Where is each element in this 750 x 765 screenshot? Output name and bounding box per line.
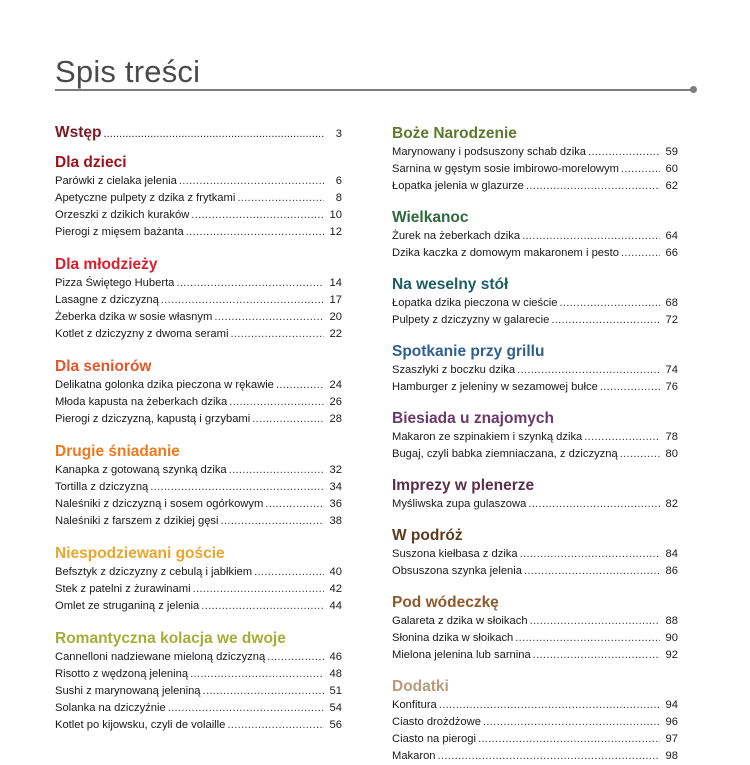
leader-dots [620,446,660,463]
entry-label: Makaron [392,750,436,762]
entry-page-number: 44 [329,600,342,612]
leader-dots [203,683,324,700]
entry-label: Sushi z marynowaną jeleniną [55,685,201,697]
entry-page-number: 34 [329,481,342,493]
entry-label: Omlet ze struganiną z jelenia [55,600,200,612]
toc-section [392,677,678,765]
intro-label: Wstęp [55,124,102,141]
leader-dots [104,128,325,140]
leader-dots [221,513,324,530]
leader-dots [229,462,324,479]
entry-page-number: 36 [329,498,342,510]
toc-entry[interactable] [392,362,678,379]
entry-page-number: 26 [329,396,342,408]
toc-entry[interactable] [55,173,342,190]
toc-entry[interactable] [392,429,678,446]
leader-dots [252,411,324,428]
leader-dots [179,173,324,190]
divider-end-dot [690,86,697,93]
entry-page-number: 90 [665,632,678,644]
leader-dots [439,697,660,714]
toc-entry[interactable] [55,479,342,496]
toc-right-sections [392,124,678,765]
section-heading: W podróż [392,527,463,544]
toc-entry[interactable] [392,379,678,396]
entry-label: Kanapka z gotowaną szynką dzika [55,464,227,476]
entry-page-number: 78 [665,431,678,443]
leader-dots [229,394,324,411]
toc-entry[interactable] [392,647,678,664]
entry-label: Młoda kapusta na żeberkach dzika [55,396,228,408]
leader-dots [161,292,324,309]
entry-label: Stek z patelni z żurawinami [55,583,191,595]
entry-page-number: 54 [329,702,342,714]
entry-page-number: 51 [329,685,342,697]
toc-entry[interactable] [392,312,678,329]
leader-dots [584,429,660,446]
toc-entry[interactable] [392,546,678,563]
toc-left-sections [55,153,342,734]
entry-label: Pulpety z dziczyzny w galarecie [392,314,550,326]
entry-page-number: 62 [665,180,678,192]
toc-section [55,442,342,530]
entry-label: Delikatna golonka dzika pieczona w rękawie [55,379,274,391]
toc-entry[interactable] [55,207,342,224]
leader-dots [214,309,324,326]
entry-page-number: 20 [329,311,342,323]
entry-page-number: 48 [329,668,342,680]
entry-label: Ciasto na pierogi [392,733,476,745]
entry-label: Suszona kiełbasa z dzika [392,548,518,560]
toc-left-column [55,124,342,734]
toc-entry[interactable] [55,224,342,241]
toc-section [55,153,342,241]
toc-entry[interactable] [55,598,342,615]
toc-entry[interactable] [392,697,678,714]
toc-section [55,357,342,428]
page-title: Spis treści [55,54,201,89]
leader-dots [438,748,660,765]
leader-dots [230,326,324,343]
leader-dots [526,178,660,195]
leader-dots [191,207,324,224]
entry-label: Cannelloni nadziewane mieloną dziczyzną [55,651,266,663]
entry-page-number: 40 [329,566,342,578]
entry-label: Ciasto drożdżowe [392,716,481,728]
leader-dots [530,613,660,630]
entry-page-number: 88 [665,615,678,627]
section-heading: Wielkanoc [392,209,469,226]
entry-label: Pizza Świętego Huberta [55,277,175,289]
entry-label: Befsztyk z dziczyzny z cebulą i jabłkiem [55,566,253,578]
leader-dots [600,379,660,396]
leader-dots [150,479,324,496]
leader-dots [483,714,660,731]
leader-dots [193,581,324,598]
leader-dots [528,496,660,513]
entry-page-number: 66 [665,247,678,259]
leader-dots [517,362,660,379]
leader-dots [588,144,660,161]
toc-entry[interactable] [392,563,678,580]
entry-label: Szaszłyki z boczku dzika [392,364,516,376]
entry-page-number: 94 [665,699,678,711]
entry-page-number: 64 [665,230,678,242]
toc-entry[interactable] [55,496,342,513]
leader-dots [254,564,324,581]
toc-entry[interactable] [392,748,678,765]
toc-entry[interactable] [392,446,678,463]
toc-entry[interactable] [55,564,342,581]
entry-page-number: 59 [665,146,678,158]
entry-label: Parówki z cielaka jelenia [55,175,177,187]
toc-entry[interactable] [55,700,342,717]
toc-entry[interactable] [55,377,342,394]
toc-entry[interactable] [392,178,678,195]
leader-dots [190,666,324,683]
entry-page-number: 80 [665,448,678,460]
entry-page-number: 12 [329,226,342,238]
leader-dots [621,245,660,262]
leader-dots [201,598,324,615]
section-heading: Dodatki [392,678,449,695]
toc-entry[interactable] [392,295,678,312]
entry-page-number: 97 [665,733,678,745]
entry-label: Żurek na żeberkach dzika [392,230,521,242]
entry-page-number: 46 [329,651,342,663]
leader-dots [227,717,324,734]
toc-entry[interactable] [55,394,342,411]
toc-entry[interactable] [392,731,678,748]
entry-page-number: 68 [665,297,678,309]
toc-entry[interactable] [55,683,342,700]
entry-page-number: 32 [329,464,342,476]
entry-page-number: 6 [335,175,342,187]
section-heading: Imprezy w plenerze [392,477,535,494]
section-heading: Dla dzieci [55,154,127,171]
toc-section [392,476,678,513]
section-heading: Spotkanie przy grillu [392,343,545,360]
title-divider [55,89,692,91]
toc-entry[interactable] [55,666,342,683]
entry-label: Hamburger z jeleniny w sezamowej bułce [392,381,598,393]
entry-label: Bugaj, czyli babka ziemniaczana, z dziczyzną [392,448,618,460]
entry-label: Marynowany i podsuszony schab dzika [392,146,587,158]
leader-dots [176,275,324,292]
toc-entry[interactable] [392,714,678,731]
leader-dots [522,228,660,245]
entry-page-number: 96 [665,716,678,728]
entry-label: Naleśniki z dziczyzną i sosem ogórkowym [55,498,264,510]
leader-dots [559,295,660,312]
toc-entry[interactable] [55,190,342,207]
entry-page-number: 92 [665,649,678,661]
leader-dots [533,647,660,664]
section-heading: Romantyczna kolacja we dwoje [55,630,286,647]
section-heading: Boże Narodzenie [392,125,517,142]
entry-label: Pierogi z dziczyzną, kapustą i grzybami [55,413,251,425]
toc-entry[interactable] [55,581,342,598]
intro-page: 3 [335,128,342,140]
section-heading: Na weselny stół [392,276,509,293]
entry-page-number: 60 [665,163,678,175]
entry-label: Sarnina w gęstym sosie imbirowo-morelowym [392,163,619,175]
section-heading: Pod wódeczkę [392,594,499,611]
entry-page-number: 24 [329,379,342,391]
toc-entry[interactable] [55,326,342,343]
entry-label: Lasagne z dziczyzną [55,294,159,306]
toc-right-column [392,124,678,765]
entry-label: Żeberka dzika w sosie własnym [55,311,213,323]
entry-page-number: 86 [665,565,678,577]
entry-label: Naleśniki z farszem z dzikiej gęsi [55,515,219,527]
section-heading: Dla seniorów [55,358,152,375]
entry-page-number: 82 [665,498,678,510]
entry-label: Makaron ze szpinakiem i szynką dzika [392,431,583,443]
entry-label: Tortilla z dziczyzną [55,481,149,493]
toc-section [392,342,678,396]
section-heading: Dla młodzieży [55,256,158,273]
entry-label: Obsuszona szynka jelenia [392,565,522,577]
entry-label: Mielona jelenina lub sarnina [392,649,531,661]
entry-label: Risotto z wędzoną jeleniną [55,668,189,680]
leader-dots [551,312,660,329]
toc-entry[interactable] [55,717,342,734]
leader-dots [265,496,324,513]
entry-page-number: 74 [665,364,678,376]
toc-entry[interactable] [392,613,678,630]
entry-page-number: 76 [665,381,678,393]
leader-dots [621,161,660,178]
entry-page-number: 8 [335,192,342,204]
entry-page-number: 28 [329,413,342,425]
leader-dots [520,546,660,563]
leader-dots [168,700,324,717]
toc-entry[interactable] [55,292,342,309]
toc-entry-intro[interactable] [55,124,342,142]
toc-section [392,593,678,664]
section-heading: Biesiada u znajomych [392,410,554,427]
leader-dots [478,731,660,748]
entry-label: Galareta z dzika w słoikach [392,615,528,627]
entry-page-number: 42 [329,583,342,595]
entry-label: Dzika kaczka z domowym makaronem i pesto [392,247,619,259]
toc-entry[interactable] [392,496,678,513]
leader-dots [237,190,324,207]
toc-section [392,275,678,329]
entry-page-number: 22 [329,328,342,340]
entry-label: Słonina dzika w słoikach [392,632,514,644]
entry-page-number: 98 [665,750,678,762]
leader-dots [267,649,324,666]
section-heading: Drugie śniadanie [55,443,180,460]
entry-label: Solanka na dziczyźnie [55,702,166,714]
toc-entry[interactable] [392,630,678,647]
toc-entry[interactable] [55,462,342,479]
entry-label: Orzeszki z dzikich kuraków [55,209,190,221]
toc-entry[interactable] [55,513,342,530]
entry-page-number: 10 [329,209,342,221]
toc-section [392,208,678,262]
entry-label: Łopatka jelenia w glazurze [392,180,524,192]
leader-dots [515,630,660,647]
toc-entry[interactable] [392,144,678,161]
toc-section [55,629,342,734]
entry-label: Konfitura [392,699,437,711]
toc-section [392,124,678,195]
entry-page-number: 56 [329,719,342,731]
entry-page-number: 14 [329,277,342,289]
toc-section [392,526,678,580]
section-heading: Niespodziewani goście [55,545,225,562]
toc-section [55,255,342,343]
entry-page-number: 17 [329,294,342,306]
entry-label: Kotlet z dziczyzny z dwoma serami [55,328,229,340]
leader-dots [186,224,324,241]
entry-label: Kotlet po kijowsku, czyli de volaille [55,719,226,731]
toc-entry[interactable] [55,649,342,666]
toc-entry[interactable] [392,245,678,262]
toc-entry[interactable] [392,161,678,178]
toc-section [392,409,678,463]
toc-section [55,544,342,615]
toc-entry[interactable] [55,411,342,428]
entry-label: Łopatka dzika pieczona w cieście [392,297,558,309]
toc-entry[interactable] [55,309,342,326]
toc-entry[interactable] [55,275,342,292]
entry-page-number: 84 [665,548,678,560]
entry-label: Myśliwska zupa gulaszowa [392,498,527,510]
leader-dots [276,377,324,394]
entry-label: Apetyczne pulpety z dzika z frytkami [55,192,236,204]
entry-page-number: 72 [665,314,678,326]
leader-dots [524,563,660,580]
entry-page-number: 38 [329,515,342,527]
entry-label: Pierogi z mięsem bażanta [55,226,184,238]
toc-entry[interactable] [392,228,678,245]
